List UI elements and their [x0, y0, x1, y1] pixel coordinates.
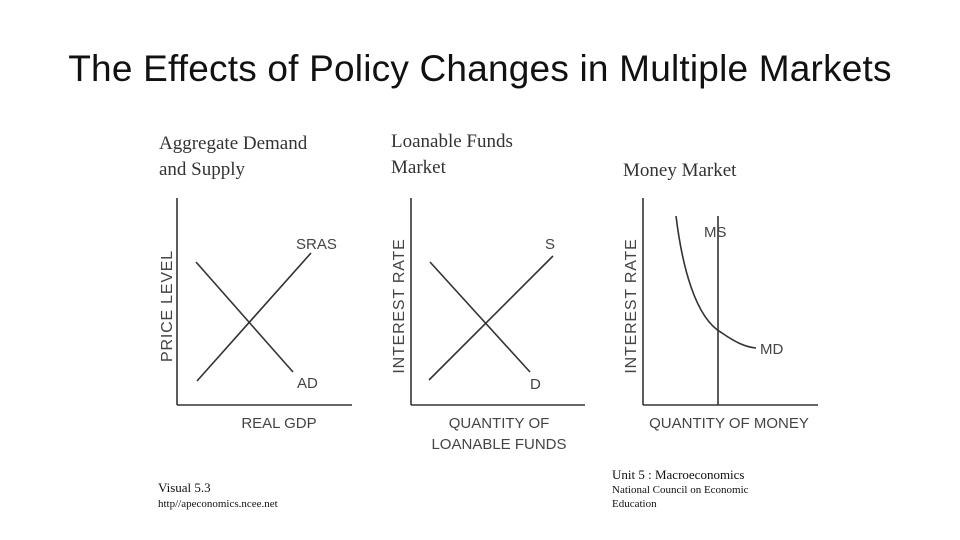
sras-curve: [197, 253, 311, 381]
ad-as-title-line2: and Supply: [159, 159, 246, 180]
loanable-demand-label: D: [530, 376, 541, 393]
sras-label: SRAS: [296, 236, 337, 253]
visual-number: Visual 5.3: [158, 480, 211, 495]
org-line2: Education: [612, 498, 657, 510]
ad-as-y-axis-label: PRICE LEVEL: [159, 250, 176, 362]
money-market-y-axis-label: INTEREST RATE: [623, 238, 640, 374]
loanable-demand-curve: [430, 262, 530, 372]
ad-label: AD: [297, 375, 318, 392]
loanable-funds-x-axis-label-line2: LOANABLE FUNDS: [431, 436, 567, 453]
money-demand-label: MD: [760, 341, 784, 358]
money-market-x-axis-label: QUANTITY OF MONEY: [649, 415, 809, 432]
source-url: http//apeconomics.ncee.net: [158, 498, 278, 510]
unit-label: Unit 5 : Macroeconomics: [612, 467, 745, 482]
ad-as-title-line1: Aggregate Demand: [159, 133, 308, 154]
loanable-supply-curve: [429, 256, 553, 380]
loanable-funds-y-axis-label: INTEREST RATE: [391, 238, 408, 374]
ad-curve: [196, 262, 293, 372]
slide-title: The Effects of Policy Changes in Multiple Markets: [68, 48, 892, 89]
loanable-funds-x-axis-label-line1: QUANTITY OF: [448, 415, 550, 432]
loanable-funds-title-line1: Loanable Funds: [391, 131, 513, 152]
money-supply-label: MS: [704, 224, 727, 241]
money-market-title: Money Market: [623, 160, 737, 181]
loanable-funds-title-line2: Market: [391, 157, 446, 178]
loanable-supply-label: S: [545, 236, 556, 253]
ad-as-x-axis-label: REAL GDP: [241, 415, 317, 432]
org-line1: National Council on Economic: [612, 484, 749, 496]
